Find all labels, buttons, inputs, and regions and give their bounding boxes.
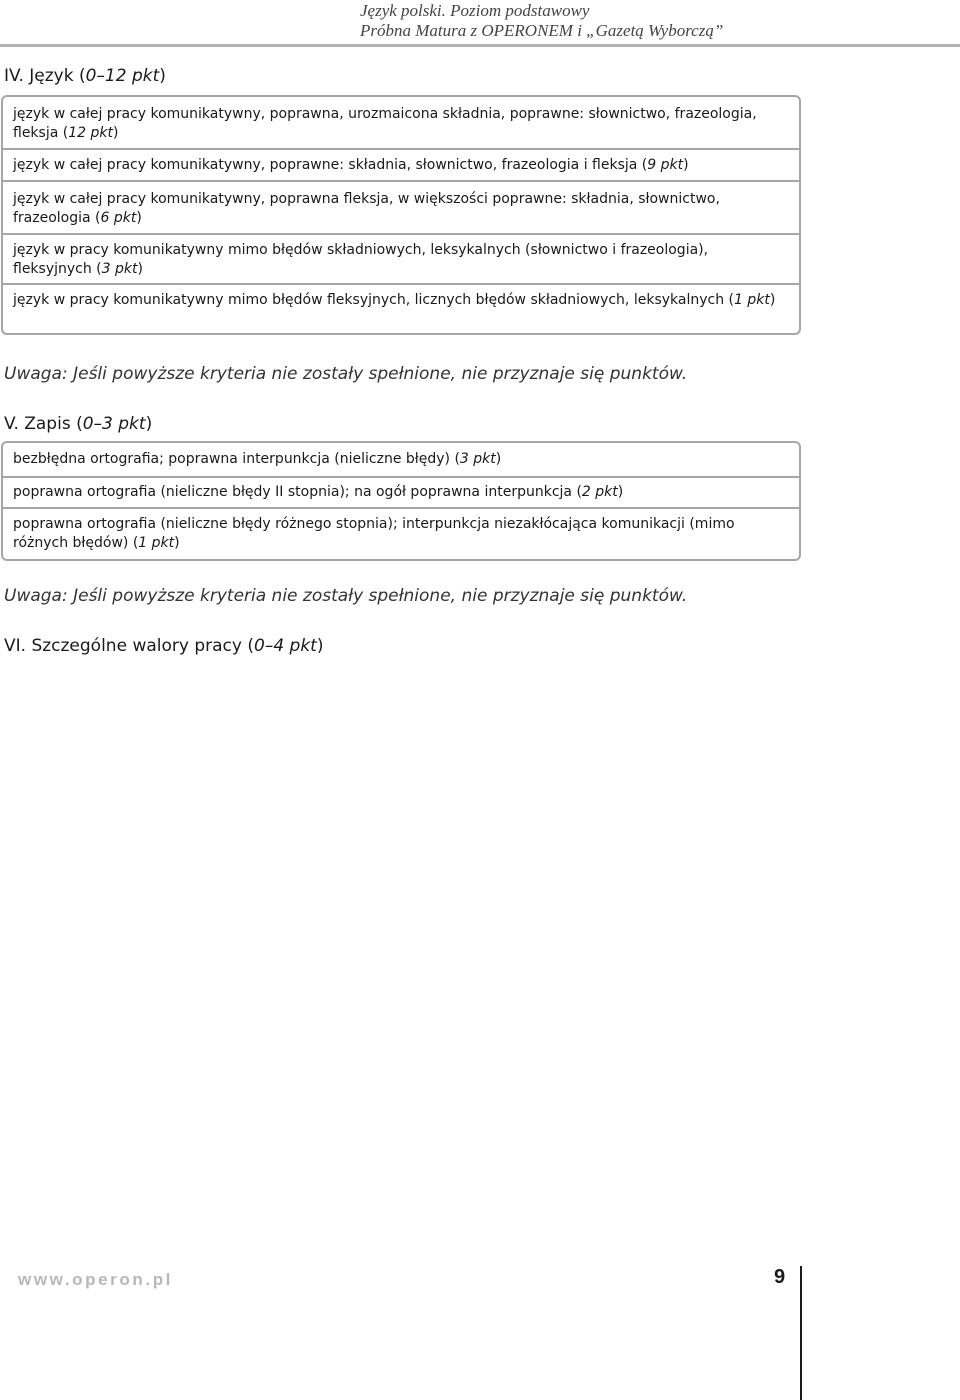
footer-divider [800, 1266, 802, 1400]
header-divider [0, 44, 960, 47]
footer-website: www.operon.pl [18, 1270, 173, 1289]
page-number: 9 [774, 1266, 786, 1288]
criteria-row: poprawna ortografia (nieliczne błędy różnego stopnia); interpunkcja niezakłócająca komunikacji (mimo różnych błędów) (1 pkt) [3, 507, 799, 559]
section-v-note: Uwaga: Jeśli powyższe kryteria nie zostały spełnione, nie przyznaje się punktów. [4, 586, 688, 606]
section-iv-criteria-table [1, 95, 801, 335]
criteria-row: język w całej pracy komunikatywny, poprawne: składnia, słownictwo, frazeologia i fleksja (9 pkt) [3, 148, 799, 180]
criteria-row: język w całej pracy komunikatywny, poprawna fleksja, w większości poprawne: składnia, słownictwo, frazeologia (6 pkt) [3, 180, 799, 233]
criteria-row: język w pracy komunikatywny mimo błędów składniowych, leksykalnych (słownictwo i frazeologia), fleksyjnych (3 pkt) [3, 233, 799, 283]
criteria-row: język w całej pracy komunikatywny, poprawna, urozmaicona składnia, poprawne: słownictwo, frazeologia, fleksja (12 pkt) [13, 106, 757, 141]
section-iv-heading: IV. Język (0–12 pkt) [4, 66, 166, 86]
criteria-row: bezbłędna ortografia; poprawna interpunkcja (nieliczne błędy) (3 pkt) [13, 451, 502, 467]
section-iv-note: Uwaga: Jeśli powyższe kryteria nie zostały spełnione, nie przyznaje się punktów. [4, 364, 688, 384]
section-v-heading: V. Zapis (0–3 pkt) [4, 414, 153, 434]
header-exam: Próbna Matura z OPERONEM i „Gazetą Wyborczą” [360, 21, 724, 40]
section-vi-heading: VI. Szczególne walory pracy (0–4 pkt) [4, 636, 324, 656]
criteria-row: język w pracy komunikatywny mimo błędów fleksyjnych, licznych błędów składniowych, leksykalnych (1 pkt) [3, 283, 799, 333]
criteria-row: poprawna ortografia (nieliczne błędy II stopnia); na ogół poprawna interpunkcja (2 pkt) [3, 476, 799, 507]
section-v-criteria-table [1, 441, 801, 561]
header-subject: Język polski. Poziom podstawowy [360, 1, 590, 20]
page-header [360, 0, 960, 41]
